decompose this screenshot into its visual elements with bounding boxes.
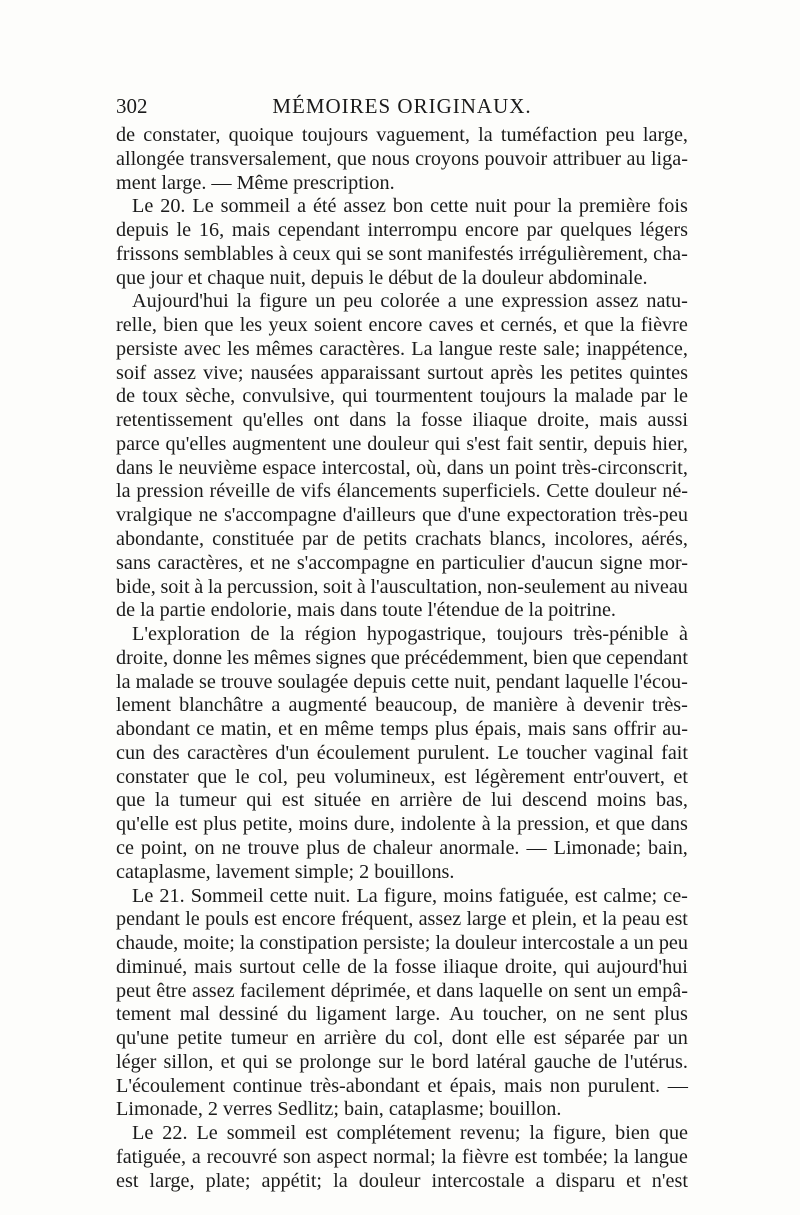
text-line: relle, bien que les yeux soient encore caves et cernés, et que la fièvre [116, 314, 688, 337]
text-line: Le 20. Le sommeil a été assez bon cette nuit pour la première fois [132, 195, 688, 218]
text-line: cataplasme, lavement simple; 2 bouillons. [116, 860, 455, 883]
text-line: chaude, moite; la constipation persiste; la douleur intercostale a un peu [116, 932, 688, 955]
text-line: est large, plate; appétit; la douleur intercostale a disparu et n'est [116, 1169, 688, 1192]
text-line: parce qu'elles augmentent une douleur qui s'est fait sentir, depuis hier, [116, 432, 688, 455]
text-line: de constater, quoique toujours vaguement, la tuméfaction peu large, [116, 124, 688, 146]
text-line: Aujourd'hui la figure un peu colorée a une expression assez natu- [132, 290, 688, 313]
text-line: constater que le col, peu volumineux, est légèrement entr'ouvert, et [116, 765, 688, 788]
body-text [116, 124, 688, 1193]
text-line: soif assez vive; nausées apparaissant surtout après les petites quintes [116, 361, 688, 384]
text-line: lement blanchâtre a augmenté beaucoup, de manière à devenir très- [116, 694, 688, 717]
text-line: léger sillon, et qui se prolonge sur le bord latéral gauche de l'utérus. [116, 1050, 688, 1073]
text-line: cun des caractères d'un écoulement purulent. Le toucher vaginal fait [116, 741, 688, 764]
text-line: sans caractères, et ne s'accompagne en particulier d'aucun signe mor- [116, 551, 688, 574]
text-line: pendant le pouls est encore fréquent, assez large et plein, et la peau est [116, 908, 688, 931]
text-line: diminué, mais surtout celle de la fosse iliaque droite, qui aujourd'hui [116, 955, 688, 978]
text-line: la malade se trouve soulagée depuis cette nuit, pendant laquelle l'écou- [116, 670, 688, 693]
text-line: vralgique ne s'accompagne d'ailleurs que d'une expectoration très-peu [116, 504, 688, 527]
text-line: abondant ce matin, et en même temps plus épais, mais sans offrir au- [116, 718, 688, 741]
text-line: dans le neuvième espace intercostal, où, dans un point très-circonscrit, [116, 456, 688, 479]
text-line: peut être assez facilement déprimée, et dans laquelle on sent un empâ- [116, 979, 688, 1002]
text-line: abondante, constituée par de petits crachats blancs, incolores, aérés, [116, 528, 688, 551]
text-line: frissons semblables à ceux qui se sont manifestés irrégulièrement, cha- [116, 242, 688, 265]
text-line: qu'elle est plus petite, moins dure, indolente à la pression, et que dans [116, 813, 688, 836]
text-line: ce point, on ne trouve plus de chaleur anormale. — Limonade; bain, [116, 836, 688, 859]
text-line: la pression réveille de vifs élancements superficiels. Cette douleur né- [116, 480, 688, 503]
text-line: fatiguée, a recouvré son aspect normal; la fièvre est tombée; la langue [116, 1145, 688, 1168]
text-line: L'exploration de la région hypogastrique, toujours très-pénible à [132, 623, 688, 646]
text-line: L'écoulement continue très-abondant et épais, mais non purulent. — [116, 1074, 688, 1097]
text-line: Le 22. Le sommeil est complétement revenu; la figure, bien que [132, 1122, 688, 1145]
text-line: que jour et chaque nuit, depuis le début de la douleur abdominale. [116, 266, 648, 289]
text-line: persiste avec les mêmes caractères. La langue reste sale; inappétence, [116, 337, 688, 360]
text-line: tement mal dessiné du ligament large. Au toucher, on ne sent plus [116, 1003, 688, 1026]
page-number: 302 [116, 94, 148, 118]
text-line: qu'une petite tumeur en arrière du col, dont elle est séparée par un [116, 1027, 688, 1050]
text-line: Limonade, 2 verres Sedlitz; bain, cataplasme; bouillon. [116, 1098, 562, 1121]
text-line: droite, donne les mêmes signes que précédemment, bien que cependant [116, 646, 688, 669]
text-line: Le 21. Sommeil cette nuit. La figure, moins fatiguée, est calme; ce- [132, 884, 688, 907]
text-line: que la tumeur qui est située en arrière de lui descend moins bas, [116, 789, 688, 812]
text-line: de la partie endolorie, mais dans toute l'étendue de la poitrine. [116, 599, 616, 622]
text-line: retentissement qu'elles ont dans la fosse iliaque droite, mais aussi [116, 409, 688, 432]
book-page [116, 94, 688, 1193]
text-line: bide, soit à la percussion, soit à l'auscultation, non-seulement au niveau [116, 575, 688, 598]
text-line: ment large. — Même prescription. [116, 171, 395, 194]
text-line: allongée transversalement, que nous croyons pouvoir attribuer au liga- [116, 147, 688, 170]
text-line: de toux sèche, convulsive, qui tourmentent toujours la malade par le [116, 385, 688, 408]
text-line: depuis le 16, mais cependant interrompu encore par quelques légers [116, 219, 688, 242]
page-header [116, 94, 688, 124]
running-title: MÉMOIRES ORIGINAUX. [272, 94, 532, 118]
